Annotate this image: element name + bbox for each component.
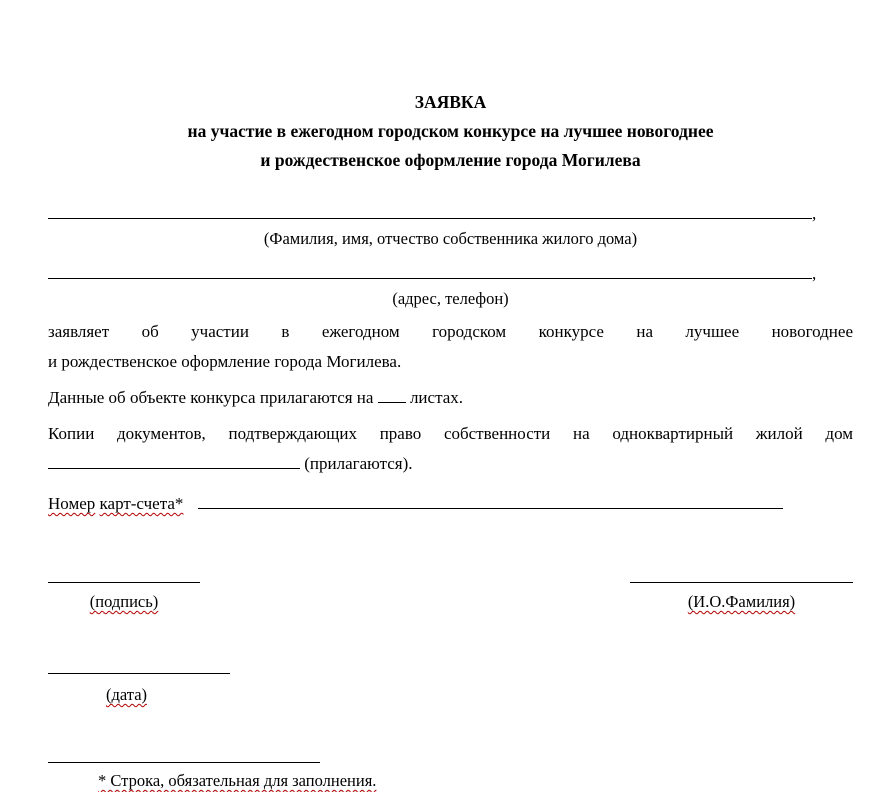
name-caption: (И.О.Фамилия) [687, 592, 796, 611]
copies-line2 [48, 449, 853, 479]
owner-name-row [48, 201, 853, 225]
address-row [48, 261, 853, 285]
copies-paragraph [48, 419, 853, 479]
date-blank-field[interactable] [48, 656, 230, 674]
address-trailing-comma: , [812, 264, 817, 283]
footnote-separator-line [48, 745, 320, 763]
footnote-block [48, 745, 853, 792]
account-row [48, 489, 853, 519]
sheets-count-blank-field[interactable] [378, 385, 406, 403]
signature-blank-field[interactable] [48, 565, 200, 583]
statement-paragraph [48, 317, 853, 377]
form-subtitle-line1: на участие в ежегодном городском конкурсе на лучшее новогоднее [187, 121, 714, 141]
owner-name-blank-field[interactable] [48, 201, 812, 219]
name-column [630, 565, 853, 612]
sheets-text-suffix: листах. [409, 388, 464, 407]
copies-line1: Копии документов, подтверждающих право собственности на одноквартирный жилой дом [48, 424, 853, 443]
sheets-text-prefix: Данные об объекте конкурса прилагаются на [48, 388, 374, 407]
form-title: ЗАЯВКА [414, 92, 487, 112]
footnote-text: * Строка, обязательная для заполнения. [98, 771, 377, 790]
address-blank-field[interactable] [48, 261, 812, 279]
copies-blank-field[interactable] [48, 451, 300, 469]
account-label-word1: Номер [48, 494, 96, 513]
date-block [48, 656, 853, 705]
date-caption: (дата) [106, 685, 148, 704]
owner-name-trailing-comma: , [812, 204, 817, 223]
statement-line1: заявляет об участии в ежегодном городском конкурсе на лучшее новогоднее [48, 322, 853, 341]
signature-caption: (подпись) [89, 592, 159, 611]
name-blank-field[interactable] [630, 565, 853, 583]
account-number-blank-field[interactable] [198, 491, 783, 509]
signature-row [48, 565, 853, 612]
sheets-paragraph [48, 383, 853, 413]
owner-name-caption: (Фамилия, имя, отчество собственника жилого дома) [263, 229, 638, 248]
form-subtitle-line2: и рождественское оформление города Могилева [260, 150, 641, 170]
copies-suffix: (прилагаются). [304, 454, 413, 473]
address-caption: (адрес, телефон) [392, 289, 509, 308]
signature-column [48, 565, 248, 612]
statement-line2: и рождественское оформление города Могилева. [48, 352, 402, 371]
account-label-word2: карт-счета* [99, 494, 184, 513]
form-title-block [48, 88, 853, 175]
